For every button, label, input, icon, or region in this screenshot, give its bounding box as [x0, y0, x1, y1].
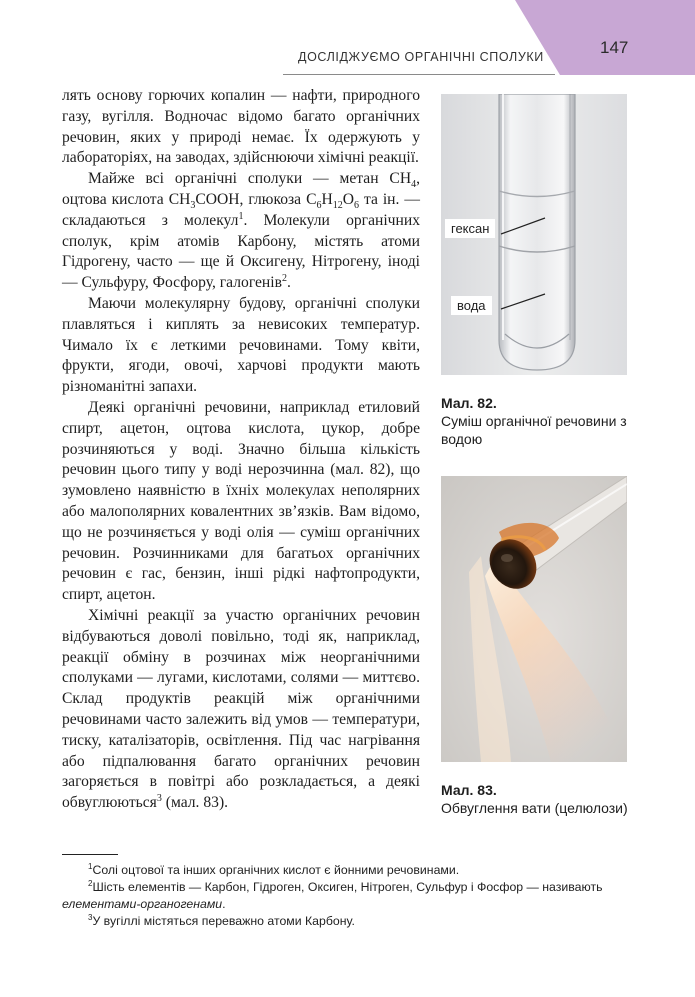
- footnote-ref-1[interactable]: 1: [238, 210, 244, 222]
- footnote-ref-3[interactable]: 3: [156, 792, 162, 804]
- paragraph-1: лять основу горючих копалин — нафти, природного газу, вугілля. Водночас відомо багато органічних речовин, яких у природі немає. Їх одержують у лабораторіях, на заводах, здійснюючи хімічні реакції.: [62, 87, 420, 167]
- footnote-rule: [62, 854, 118, 855]
- page-number: 147: [600, 38, 629, 57]
- footnote-2: $^2$Шість елементів — Карбон, Гідроген, Оксиген, Нітроген, Сульфур і Фосфор — називають елементами-органогенами.: [62, 878, 603, 911]
- figure-82-text: Суміш органічної речовини з водою: [441, 413, 627, 447]
- test-tube-photo: [441, 94, 627, 375]
- figure-82-caption: [441, 394, 631, 448]
- figure-82-number: Мал. 82.: [441, 395, 497, 411]
- paragraph-5: Хімічні реакції за участю органічних речовин відбуваються доволі повільно, тоді як, наприклад, реакції обміну в розчинах між неорганічними сполуками — лугами, кислотами, солями — миттєво. Склад продуктів реакцій між органічними речовинами часто залежить від умов — температури, тиску, каталізаторів, освітлення. Під час нагрівання або підпалювання багато органічних речовин загоряється в повітрі або розкладається, а деякі обвуглюються$^3$ (мал. 83).: [62, 606, 420, 812]
- footnote-ref-2[interactable]: 2: [281, 272, 287, 284]
- figure-83-caption: [441, 781, 631, 817]
- body-text: [62, 86, 420, 814]
- water-label: вода: [451, 296, 492, 315]
- footnote-3: $^3$У вугіллі містяться переважно атоми Карбону.: [88, 912, 355, 928]
- paragraph-4: Деякі органічні речовини, наприклад етиловий спирт, ацетон, оцтова кислота, цукор, добре розчиняються у воді. Значно більша кількість речовин цього типу у воді нерозчинна (мал. 82), що зумовлено наявністю в їхніх молекулах неполярних або малополярних ковалентних зв’язків. Вам відомо, що не розчиняється у воді олія — суміш органічних речовин. Розчинниками для багатьох органічних речовин є гас, бензин, інші рідкі нафтопродукти, спирт, ацетон.: [62, 398, 420, 604]
- running-head: ДОСЛІДЖУЄМО ОРГАНІЧНІ СПОЛУКИ: [298, 50, 544, 64]
- figure-83-number: Мал. 83.: [441, 782, 497, 798]
- paragraph-3: Маючи молекулярну будову, органічні сполуки плавляться і киплять за невисоких температур. Чимало їх є леткими речовинами. Тому квіти, фрукти, ягоди, овочі, харчові продукти мають різноманітні запахи.: [62, 294, 420, 396]
- paragraph-2: Майже всі органічні сполуки — метан $CH_4$, оцтова кислота $CH_3COOH$, глюкоза $C_6H_{12}O_6$ та ін. — складаються з молекул$^1$. Молекули органічних сполук, крім атомів Карбону, містять атоми Гідрогену, часто — ще й Оксигену, Нітрогену, іноді — Сульфуру, Фосфору, галогенів$^2$.: [62, 170, 420, 292]
- header-rule: [283, 74, 555, 75]
- footnotes: [62, 862, 630, 930]
- footnote-1: $^1$Солі оцтової та інших органічних кислот є йонними речовинами.: [88, 861, 460, 877]
- hexane-label: гексан: [445, 219, 495, 238]
- charring-cotton-photo: [441, 476, 627, 762]
- figure-83-text: Обвуглення вати (целюлози): [441, 800, 628, 816]
- burning-cotton-illustration: [441, 476, 627, 762]
